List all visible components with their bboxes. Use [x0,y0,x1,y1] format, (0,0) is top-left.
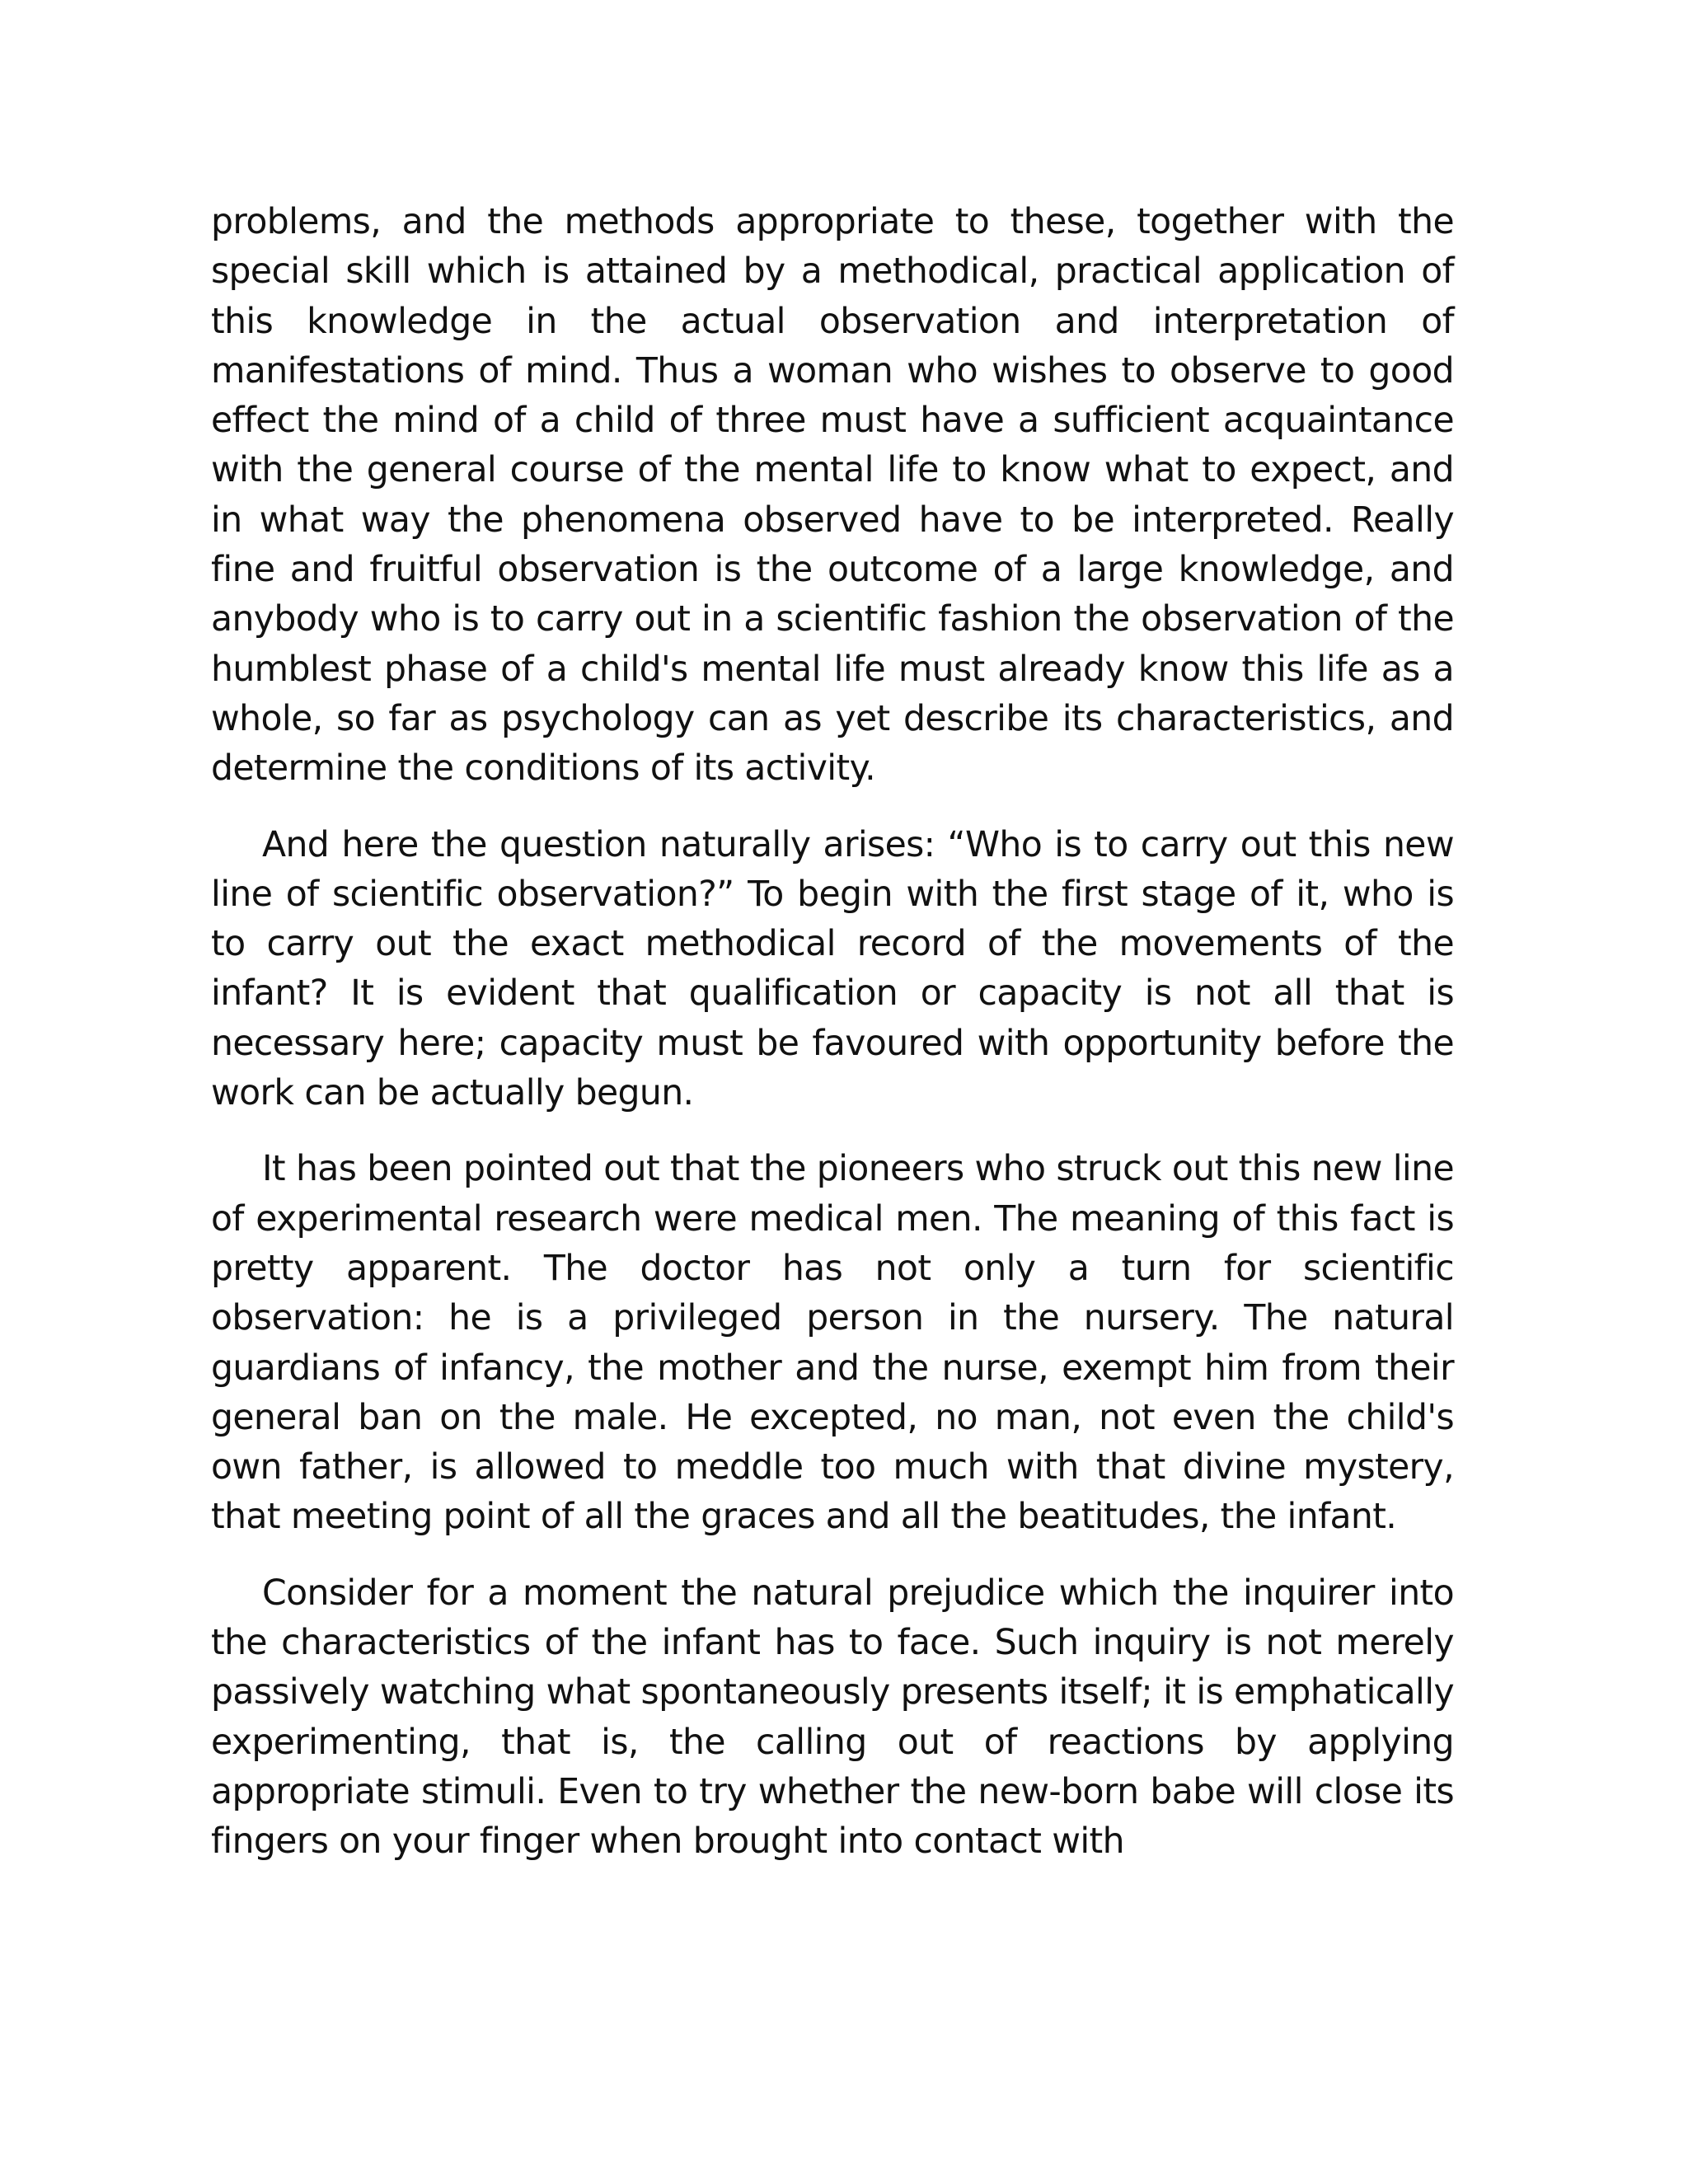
body-text [211,198,1454,1868]
paragraph-2: And here the question naturally arises: “Who is to carry out this new line of scientific observation?” To begin with the first stage of it, who is to carry out the exact methodical record of the movements of the infant? It is evident that qualification or capacity is not all that is necessary here; capacity must be favoured with opportunity before the work can be actually begun. [211,824,1454,1114]
paragraph-1: problems, and the methods appropriate to these, together with the special skill which is attained by a methodical, practical application of this knowledge in the actual observation and interpretation of manifestations of mind. Thus a woman who wishes to observe to good effect the mind of a child of three must have a sufficient acquaintance with the general course of the mental life to know what to expect, and in what way the phenomena observed have to be interpreted. Really fine and fruitful observation is the outcome of a large knowledge, and anybody who is to carry out in a scientific fashion the observation of the humblest phase of a child's mental life must already know this life as a whole, so far as psychology can as yet describe its characteristics, and determine the conditions of its activity. [211,202,1454,790]
paragraph-3: It has been pointed out that the pioneers who struck out this new line of experimental research were medical men. The meaning of this fact is pretty apparent. The doctor has not only a turn for scientific observation: he is a privileged person in the nursery. The natural guardians of infancy, the mother and the nurse, exempt him from their general ban on the male. He excepted, no man, not even the child's own father, is allowed to meddle too much with that divine mystery, that meeting point of all the graces and all the beatitudes, the infant. [211,1149,1454,1538]
paragraph-4: Consider for a moment the natural prejudice which the inquirer into the characteristics of the infant has to face. Such inquiry is not merely passively watching what spontaneously presents itself; it is emphatically experimenting, that is, the calling out of reactions by applying appropriate stimuli. Even to try whether the new-born babe will close its fingers on your finger when brought into contact with [211,1572,1454,1863]
